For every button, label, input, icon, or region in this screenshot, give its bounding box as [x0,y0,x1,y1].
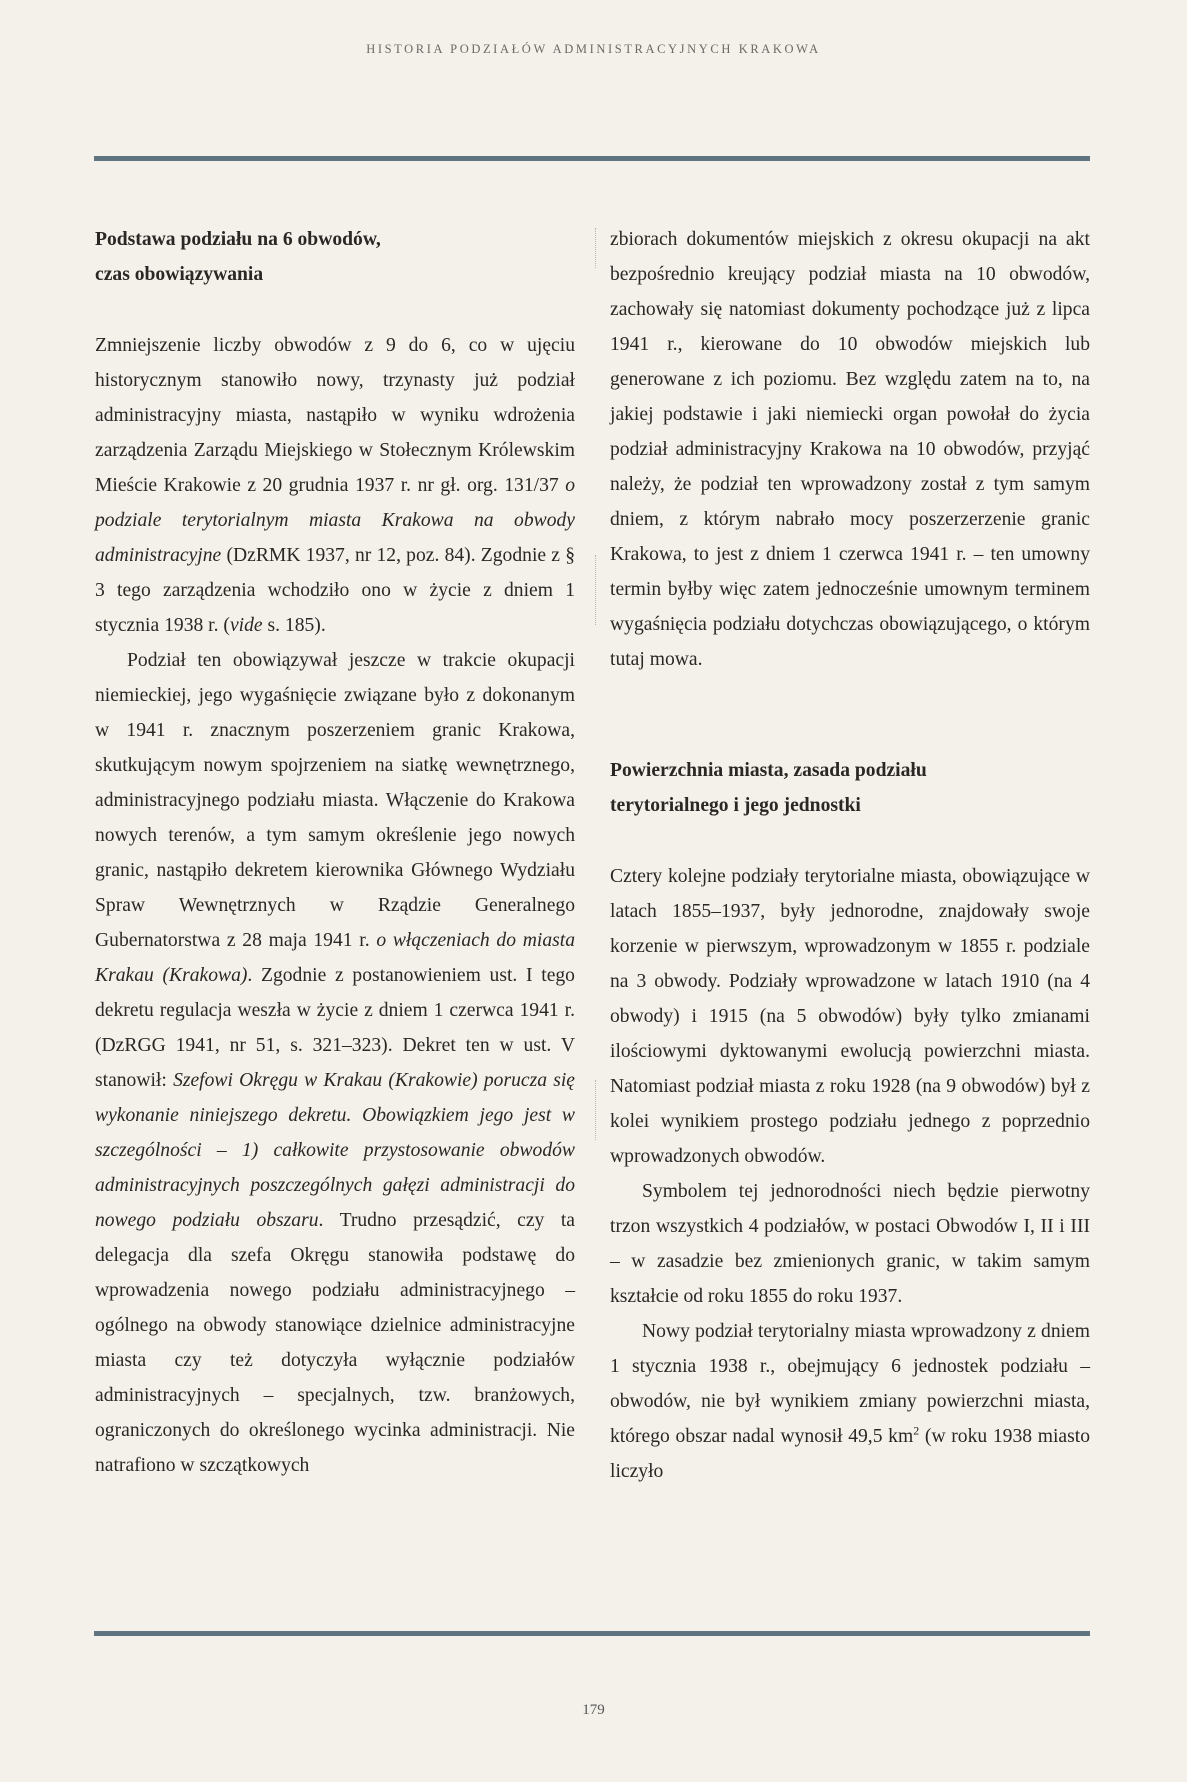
section-heading [610,753,1090,823]
text-run: s. 185). [262,615,326,636]
heading-line: czas obowiązywania [95,264,264,285]
column-divider [595,1080,597,1140]
text-run: . Trudno przesądzić, czy ta delegacja dla szefa Okręgu stanowiła podstawę do wprowadzenia nowego podziału administracyjnego – ogólnego na obwody stanowiące dzielnice administracyjne miasta czy też dotyczyła wyłącznie podziałów administracyjnych – specjalnych, tzw. branżowych, ograniczonych do określonego wycinka administracji. Nie natrafiono w szczątkowych [95,1210,575,1476]
italic-title: o włączeniach do miasta Krakau (Krakowa) [95,930,575,986]
text-run: (DzRMK 1937, nr 12, poz. 84). Zgodnie z § 3 tego zarządzenia wchodziło ono w życie z dniem 1 stycznia 1938 r. ( [95,545,575,636]
paragraph [95,643,575,1483]
heading-line: terytorialnego i jego jednostki [610,795,861,816]
left-column [95,222,575,1483]
italic-quote: Szefowi Okręgu w Krakau (Krakowie) porucza się wykonanie niniejszego dekretu. Obowiązkiem jego jest w szczególności – 1) całkowite przystosowanie obwodów administracyjnych poszczególnych gałęzi administracji do nowego podziału obszaru [95,1070,575,1231]
top-rule [94,156,1090,161]
paragraph: Symbolem tej jednorodności niech będzie pierwotny trzon wszystkich 4 podziałów, w postaci Obwodów I, II i III – w zasadzie bez zmienionych granic, w takim samym kształcie od roku 1855 do roku 1937. [610,1181,1090,1307]
text-run: Zmniejszenie liczby obwodów z 9 do 6, co w ujęciu historycznym stanowiło nowy, trzynasty już podział administracyjny miasta, nastąpiło w wyniku wdrożenia zarządzenia Zarządu Miejskiego w Stołecznym Królewskim Mieście Krakowie z 20 grudnia 1937 r. nr gł. org. 131/37 [95,335,575,496]
paragraph [610,1314,1090,1489]
superscript: 2 [913,1423,920,1438]
italic-title: o podziale terytorialnym miasta Krakowa na obwody administracyjne [95,475,575,566]
text-run: . Zgodnie z postanowieniem ust. I tego dekretu regulacja weszła w życie z dniem 1 czerwca 1941 r. (DzRGG 1941, nr 51, s. 321–323). Dekret ten w ust. V stanowił: [95,965,575,1091]
text-run: Nowy podział terytorialny miasta wprowadzony z dniem 1 stycznia 1938 r., obejmujący 6 jednostek podziału – obwodów, nie był wynikiem zmiany powierzchni miasta, którego obszar nadal wynosił 49,5 km [610,1321,1090,1447]
text-run: Podział ten obowiązywał jeszcze w trakcie okupacji niemieckiej, jego wygaśnięcie związane było z dokonanym w 1941 r. znacznym poszerzeniem granic Krakowa, skutkującym nowym spojrzeniem na siatkę wewnętrznego, administracyjnego podziału miasta. Włączenie do Krakowa nowych terenów, a tym samym określenie jego nowych granic, nastąpiło dekretem kierownika Głównego Wydziału Spraw Wewnętrznych w Rządzie Generalnego Gubernatorstwa z 28 maja 1941 r. [95,650,575,951]
running-head: HISTORIA PODZIAŁÓW ADMINISTRACYJNYCH KRAKOWA [366,42,821,56]
page-number: 179 [582,1702,605,1718]
paragraph [95,328,575,643]
italic-term: vide [229,615,263,636]
heading-line: Powierzchnia miasta, zasada podziału [610,760,927,781]
text-run: (w roku 1938 miasto liczyło [610,1426,1090,1482]
paragraph: Cztery kolejne podziały terytorialne miasta, obowiązujące w latach 1855–1937, były jednorodne, znajdowały swoje korzenie w pierwszym, wprowadzonym w 1855 r. podziale na 3 obwody. Podziały wprowadzone w latach 1910 (na 4 obwody) i 1915 (na 5 obwodów) były tylko zmianami ilościowymi dyktowanymi ewolucją powierzchni miasta. Natomiast podział miasta z roku 1928 (na 9 obwodów) był z kolei wynikiem prostego podziału jednego z poprzednio wprowadzonych obwodów. [610,866,1090,1167]
paragraph: zbiorach dokumentów miejskich z okresu okupacji na akt bezpośrednio kreujący podział miasta na 10 obwodów, zachowały się natomiast dokumenty pochodzące już z lipca 1941 r., kierowane do 10 obwodów miejskich lub generowane z ich poziomu. Bez względu zatem na to, na jakiej podstawie i jaki niemiecki organ powołał do życia podział administracyjny Krakowa na 10 obwodów, przyjąć należy, że podział ten wprowadzony został z tym samym dniem, z którym nabrało mocy poszerzerzenie granic Krakowa, to jest z dniem 1 czerwca 1941 r. – ten umowny termin byłby więc zatem jednocześnie umownym terminem wygaśnięcia podziału dotychczas obowiązującego, o którym tutaj mowa. [610,229,1090,670]
bottom-rule [94,1631,1090,1636]
section-heading [95,222,575,292]
column-divider [595,555,597,625]
heading-line: Podstawa podziału na 6 obwodów, [95,229,381,250]
column-divider [595,228,597,268]
right-column [610,222,1090,1489]
